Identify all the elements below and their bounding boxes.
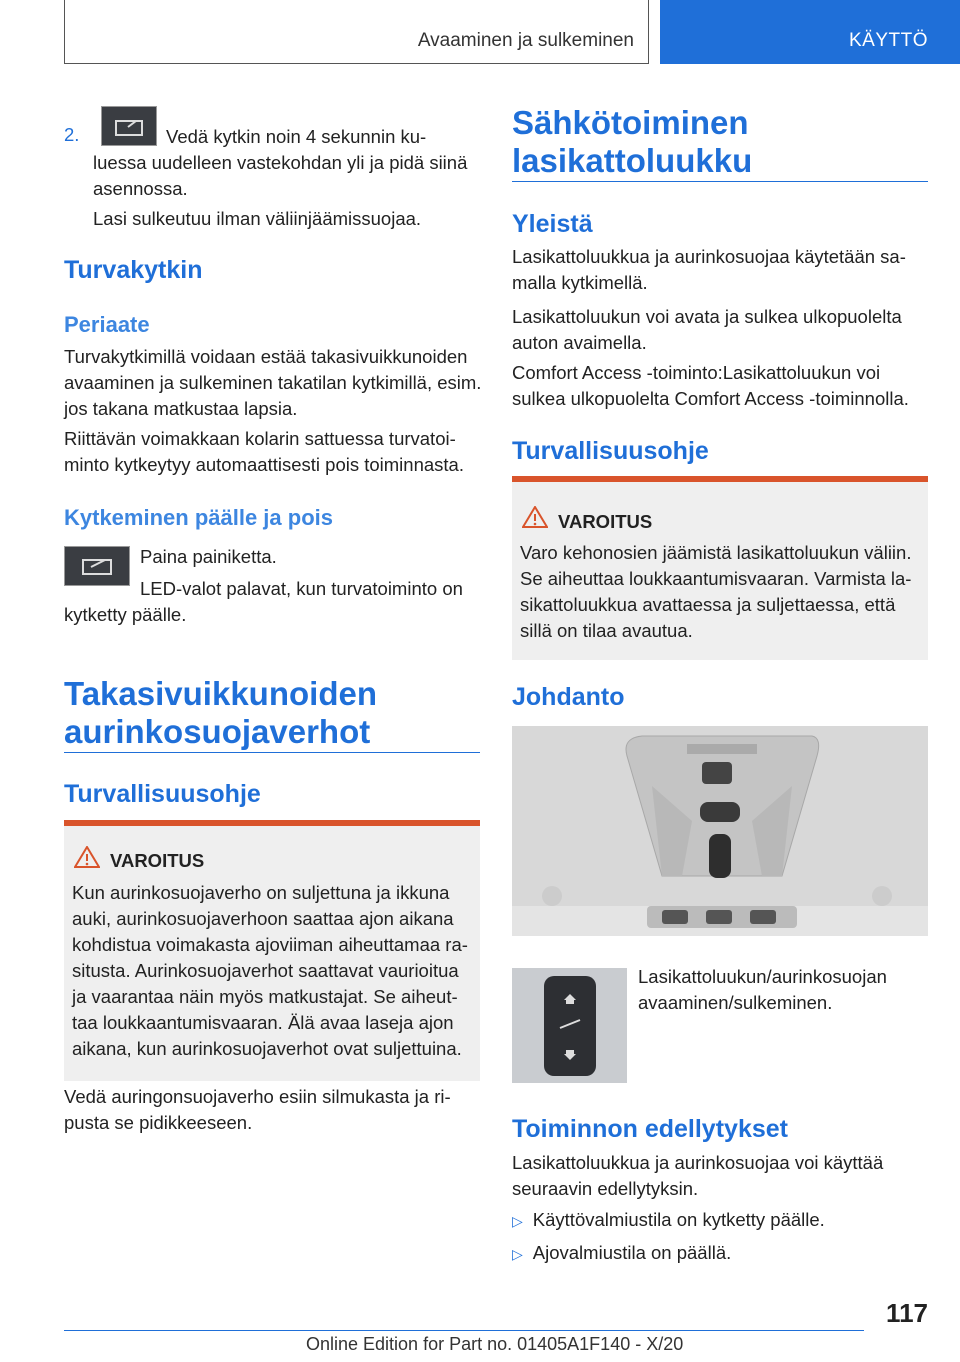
footer-edition: Online Edition for Part no. 01405A1F140 - X/20 (306, 1334, 684, 1354)
heading-toiminnon: Toiminnon edellytykset (512, 1115, 788, 1143)
yleista-p2: Lasikattoluukun voi avata ja sulkea ulkopuolelta auton avaimella. (512, 306, 902, 353)
list-item (512, 1240, 928, 1267)
periaate-p1: Turvakytkimillä voidaan estää takasivuikkunoiden avaaminen ja sulkeminen takatilan kytkimillä, esim. jos takana matkustaa lapsia. (64, 346, 482, 419)
toiminnon-p1: Lasikattoluukkua ja aurinkosuojaa voi käyttää seuraavin edellytyksin. (512, 1152, 884, 1199)
heading-kytkeminen: Kytkeminen päälle ja pois (64, 505, 333, 530)
heading-periaate: Periaate (64, 312, 150, 337)
window-glyph-icon (102, 107, 156, 145)
kytkeminen-p2: LED-valot palavat, kun turvatoiminto on kytketty päälle. (64, 578, 463, 625)
heading-yleista: Yleistä (512, 210, 593, 238)
switch-caption: Lasikattoluukun/aurinkosuojan avaaminen/sulkeminen. (638, 966, 887, 1013)
footer-rule (64, 1330, 864, 1331)
step2-text-a: Vedä kytkin noin 4 sekunnin ku- (166, 126, 427, 147)
warning-box-right (512, 476, 928, 660)
warning-box-left (64, 820, 480, 1081)
heading-johdanto: Johdanto (512, 683, 625, 711)
veda-text: Vedä auringonsuojaverho esiin silmukasta ja ri- pusta se pidikkeeseen. (64, 1086, 451, 1133)
header-chapter-box (660, 0, 960, 64)
bullet-text: Käyttövalmiustila on kytketty päälle. (532, 1209, 825, 1230)
bullet-text: Ajovalmiustila on päällä. (532, 1242, 732, 1263)
step2-text-b: luessa uudelleen vastekohdan yli ja pidä siinä asennossa. (93, 152, 468, 199)
warning-text-left: Kun aurinkosuojaverho on suljettuna ja ikkuna auki, aurinkosuojaverhoon saattaa ajon aikana kohdistua voimakasta ajoviiman aiheuttamaa ra- situsta. Aurinkosuojaverhot saattavat vaurioitua ja vaarantaa näin myös matkustajat. Se aiheut- taa loukkaantumisvaaran. Älä avaa laseja ajon aikana, kun aurinkosuojaverhot ovat suljettuina. (72, 882, 468, 1059)
triangle-bullet-icon: ▷ (512, 1213, 523, 1229)
triangle-bullet-icon: ▷ (512, 1246, 523, 1262)
window-switch-icon (101, 106, 157, 146)
roof-switch-photo (512, 968, 627, 1083)
warning-triangle-icon (522, 506, 548, 533)
list-item (512, 1207, 928, 1234)
header-section-box (64, 0, 649, 64)
kytkeminen-p1: Paina painiketta. (140, 546, 277, 567)
section-rule-right (512, 181, 928, 182)
heading-turvallisuusohje-right: Turvallisuusohje (512, 437, 709, 465)
heading-turvakytkin: Turvakytkin (64, 256, 203, 284)
yleista-p1: Lasikattoluukkua ja aurinkosuojaa käytetään sa- malla kytkimellä. (512, 246, 906, 293)
section-rule (64, 752, 480, 753)
heading-turvallisuusohje-left: Turvallisuusohje (64, 780, 261, 808)
page-number: 117 (886, 1298, 928, 1328)
warning-triangle-icon (74, 846, 100, 873)
header-section-title: Avaaminen ja sulkeminen (417, 30, 634, 51)
heading-sahkotoiminen: Sähkötoiminen lasikattoluukku (512, 104, 753, 179)
yleista-p3: Comfort Access -toiminto:Lasikattoluukun voi sulkea ulkopuolelta Comfort Access -toiminnolla. (512, 362, 909, 409)
warning-text-right: Varo kehonosien jäämistä lasikattoluukun väliin. Se aiheuttaa loukkaantumisvaaran. Varmista la- sikattoluukkua avattaessa ja suljettaessa, että sillä on tilaa avautua. (520, 542, 912, 641)
header-chapter-title: KÄYTTÖ (848, 30, 928, 51)
warning-title-right: VAROITUS (558, 511, 653, 532)
step-number: 2. (64, 124, 80, 145)
roof-console-photo (512, 726, 928, 936)
step2-note: Lasi sulkeutuu ilman väliinjäämissuojaa. (93, 208, 422, 229)
periaate-p2: Riittävän voimakkaan kolarin sattuessa turvatoi- minto kytkeytyy automaattisesti pois toiminnasta. (64, 428, 464, 475)
warning-title-left: VAROITUS (110, 850, 205, 871)
heading-takasivuikkunoiden: Takasivuikkunoiden aurinkosuojaverhot (64, 675, 377, 750)
